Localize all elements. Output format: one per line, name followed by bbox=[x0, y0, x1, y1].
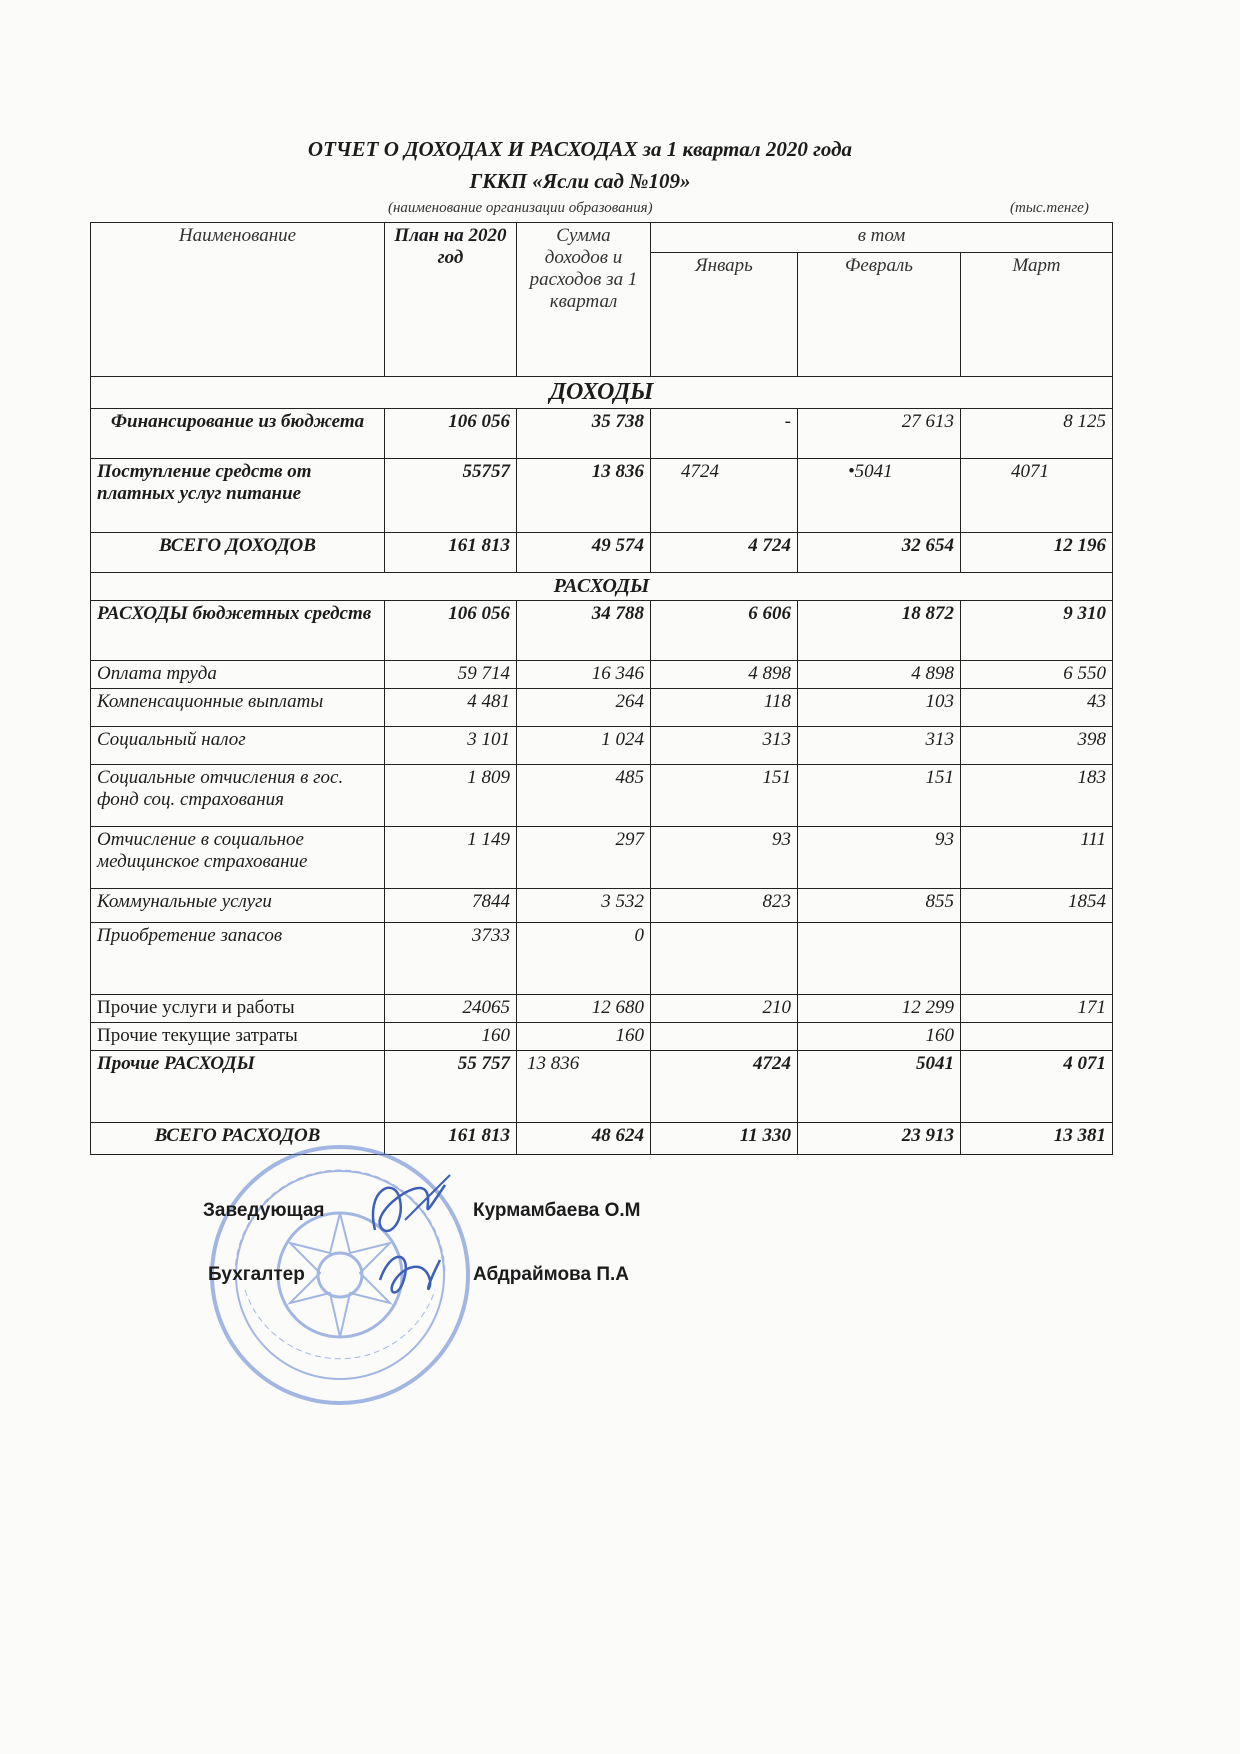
table-row bbox=[91, 661, 1113, 689]
row-name: Компенсационные выплаты bbox=[91, 689, 385, 727]
organization-name: ГККП «Ясли сад №109» bbox=[469, 169, 691, 193]
column-header-name: Наименование bbox=[91, 223, 385, 377]
table-row bbox=[91, 765, 1113, 827]
row-name: ВСЕГО ДОХОДОВ bbox=[91, 533, 385, 573]
cell-march: 398 bbox=[961, 727, 1113, 765]
row-name: Социальные отчисления в гос. фонд соц. страхования bbox=[91, 765, 385, 827]
cell-january: 118 bbox=[651, 689, 798, 727]
row-name: Отчисление в социальное медицинское страхование bbox=[91, 827, 385, 889]
cell-march: 13 381 bbox=[961, 1123, 1113, 1155]
cell-march: 12 196 bbox=[961, 533, 1113, 573]
cell-plan: 4 481 bbox=[385, 689, 517, 727]
cell-sum: 49 574 bbox=[517, 533, 651, 573]
cell-plan: 1 809 bbox=[385, 765, 517, 827]
cell-february: 27 613 bbox=[798, 409, 961, 459]
cell-march: 6 550 bbox=[961, 661, 1113, 689]
cell-plan: 55757 bbox=[385, 459, 517, 533]
cell-february bbox=[798, 923, 961, 995]
row-name: Прочие услуги и работы bbox=[91, 995, 385, 1023]
report-title: ОТЧЕТ О ДОХОДАХ И РАСХОДАХ за 1 квартал 2020 года bbox=[307, 137, 853, 161]
column-header-group: в том bbox=[651, 223, 1113, 253]
accountant-signature bbox=[370, 1240, 460, 1310]
cell-sum: 16 346 bbox=[517, 661, 651, 689]
cell-plan: 3733 bbox=[385, 923, 517, 995]
cell-sum: 48 624 bbox=[517, 1123, 651, 1155]
cell-january: 4 724 bbox=[651, 533, 798, 573]
row-name: РАСХОДЫ бюджетных средств bbox=[91, 601, 385, 661]
cell-january: 313 bbox=[651, 727, 798, 765]
cell-march: 9 310 bbox=[961, 601, 1113, 661]
expense-budget-row bbox=[91, 601, 1113, 661]
row-name: Поступление средств от платных услуг питание bbox=[91, 459, 385, 533]
column-header-february: Февраль bbox=[798, 253, 961, 377]
cell-plan: 161 813 bbox=[385, 533, 517, 573]
cell-march: 171 bbox=[961, 995, 1113, 1023]
column-header-january: Январь bbox=[651, 253, 798, 377]
cell-february: 160 bbox=[798, 1023, 961, 1051]
cell-january: 93 bbox=[651, 827, 798, 889]
cell-sum: 12 680 bbox=[517, 995, 651, 1023]
cell-february: 313 bbox=[798, 727, 961, 765]
table-row bbox=[91, 827, 1113, 889]
cell-february: 18 872 bbox=[798, 601, 961, 661]
cell-february: 4 898 bbox=[798, 661, 961, 689]
table-row bbox=[91, 689, 1113, 727]
section-row bbox=[91, 573, 1113, 601]
cell-sum: 297 bbox=[517, 827, 651, 889]
head-name: Курмамбаева О.М bbox=[473, 1200, 641, 1221]
cell-march bbox=[961, 923, 1113, 995]
cell-january: 4724 bbox=[651, 459, 798, 533]
cell-february: 32 654 bbox=[798, 533, 961, 573]
column-header-sum: Сумма доходов и расходов за 1 квартал bbox=[517, 223, 651, 377]
cell-sum: 1 024 bbox=[517, 727, 651, 765]
cell-february: 23 913 bbox=[798, 1123, 961, 1155]
table-row bbox=[91, 459, 1113, 533]
row-name: Приобретение запасов bbox=[91, 923, 385, 995]
cell-february: 103 bbox=[798, 689, 961, 727]
cell-sum: 160 bbox=[517, 1023, 651, 1051]
cell-february: 12 299 bbox=[798, 995, 961, 1023]
section-expense-title: РАСХОДЫ bbox=[91, 573, 1113, 601]
cell-february: 93 bbox=[798, 827, 961, 889]
cell-january: 11 330 bbox=[651, 1123, 798, 1155]
table-row bbox=[91, 1023, 1113, 1051]
cell-march bbox=[961, 1023, 1113, 1051]
cell-january: 151 bbox=[651, 765, 798, 827]
cell-march: 4 071 bbox=[961, 1051, 1113, 1123]
cell-plan: 161 813 bbox=[385, 1123, 517, 1155]
accountant-name: Абдраймова П.А bbox=[473, 1264, 629, 1285]
cell-sum: 13 836 bbox=[517, 1051, 651, 1123]
cell-march: 183 bbox=[961, 765, 1113, 827]
expense-other-row bbox=[91, 1051, 1113, 1123]
table-row bbox=[91, 409, 1113, 459]
cell-sum: 264 bbox=[517, 689, 651, 727]
cell-plan: 55 757 bbox=[385, 1051, 517, 1123]
cell-plan: 3 101 bbox=[385, 727, 517, 765]
table-row bbox=[91, 889, 1113, 923]
cell-february: •5041 bbox=[798, 459, 961, 533]
section-income-title: ДОХОДЫ bbox=[91, 377, 1113, 409]
cell-sum: 0 bbox=[517, 923, 651, 995]
row-name: ВСЕГО РАСХОДОВ bbox=[91, 1123, 385, 1155]
row-name: Коммунальные услуги bbox=[91, 889, 385, 923]
row-name: Финансирование из бюджета bbox=[91, 409, 385, 459]
cell-march: 8 125 bbox=[961, 409, 1113, 459]
cell-february: 5041 bbox=[798, 1051, 961, 1123]
table-row bbox=[91, 995, 1113, 1023]
unit-caption: (тыс.тенге) bbox=[1010, 200, 1089, 216]
cell-sum: 34 788 bbox=[517, 601, 651, 661]
section-row bbox=[91, 377, 1113, 409]
income-total-row bbox=[91, 533, 1113, 573]
cell-january: 210 bbox=[651, 995, 798, 1023]
cell-february: 855 bbox=[798, 889, 961, 923]
cell-march: 4071 bbox=[961, 459, 1113, 533]
cell-january bbox=[651, 1023, 798, 1051]
cell-january: 4 898 bbox=[651, 661, 798, 689]
table-header-row bbox=[91, 223, 1113, 253]
cell-march: 111 bbox=[961, 827, 1113, 889]
cell-plan: 160 bbox=[385, 1023, 517, 1051]
organization-caption: (наименование организации образования) bbox=[388, 200, 653, 216]
cell-sum: 485 bbox=[517, 765, 651, 827]
cell-january: 4724 bbox=[651, 1051, 798, 1123]
cell-january bbox=[651, 923, 798, 995]
cell-january: 6 606 bbox=[651, 601, 798, 661]
head-role-label: Заведующая bbox=[203, 1200, 325, 1221]
cell-plan: 106 056 bbox=[385, 409, 517, 459]
column-header-plan: План на 2020 год bbox=[385, 223, 517, 377]
cell-sum: 3 532 bbox=[517, 889, 651, 923]
row-name: Социальный налог bbox=[91, 727, 385, 765]
cell-january: 823 bbox=[651, 889, 798, 923]
row-name: Прочие РАСХОДЫ bbox=[91, 1051, 385, 1123]
cell-plan: 7844 bbox=[385, 889, 517, 923]
cell-march: 43 bbox=[961, 689, 1113, 727]
cell-plan: 106 056 bbox=[385, 601, 517, 661]
cell-sum: 35 738 bbox=[517, 409, 651, 459]
cell-march: 1854 bbox=[961, 889, 1113, 923]
income-expense-table bbox=[90, 222, 1113, 1155]
table-row bbox=[91, 727, 1113, 765]
row-name: Оплата труда bbox=[91, 661, 385, 689]
cell-february: 151 bbox=[798, 765, 961, 827]
accountant-role-label: Бухгалтер bbox=[208, 1264, 305, 1285]
row-name: Прочие текущие затраты bbox=[91, 1023, 385, 1051]
cell-plan: 59 714 bbox=[385, 661, 517, 689]
cell-january: - bbox=[651, 409, 798, 459]
cell-plan: 1 149 bbox=[385, 827, 517, 889]
cell-sum: 13 836 bbox=[517, 459, 651, 533]
table-row bbox=[91, 923, 1113, 995]
cell-plan: 24065 bbox=[385, 995, 517, 1023]
column-header-march: Март bbox=[961, 253, 1113, 377]
